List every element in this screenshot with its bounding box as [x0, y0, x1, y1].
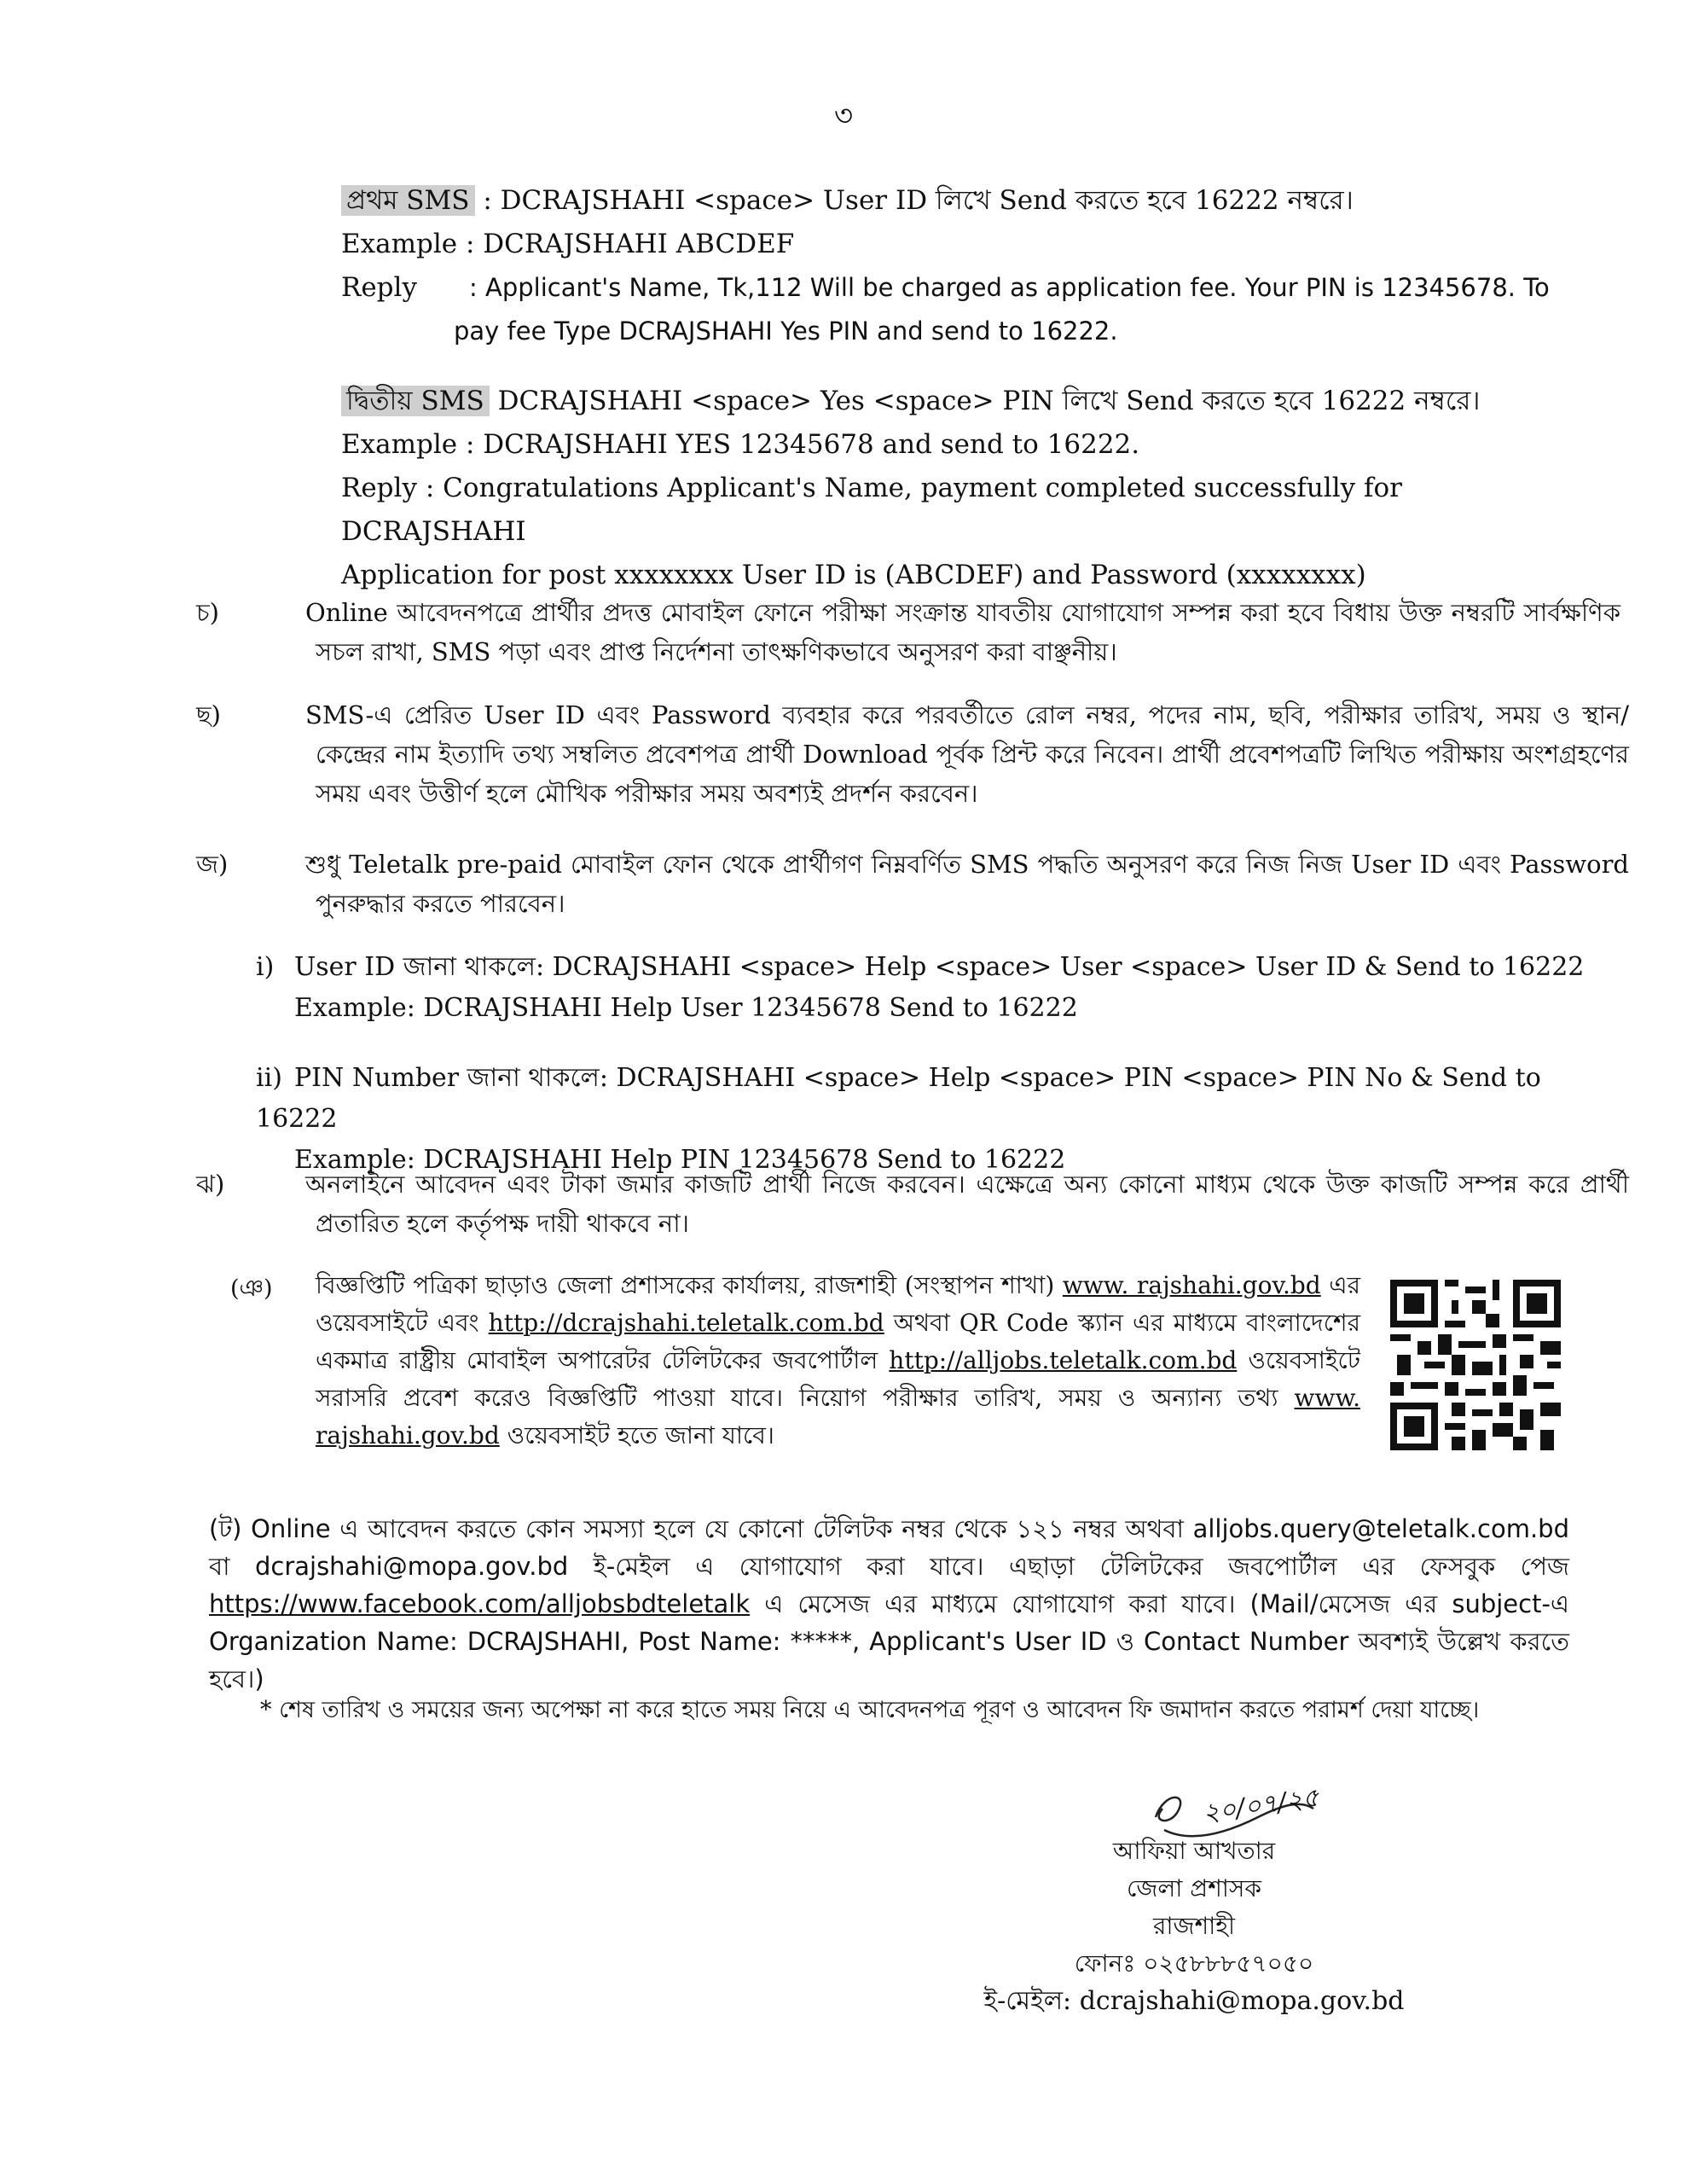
sms-2-label: দ্বিতীয় SMS	[341, 386, 490, 416]
sms-2-block	[341, 380, 1578, 597]
para-ja-marker: জ)	[196, 850, 229, 879]
para-ta-text-2: এ মেসেজ এর মাধ্যমে যোগাযোগ করা যাবে। (Mail/মেসেজ এর subject-এ Organization Name: DCRAJSHAHI, Post Name: *****, Applicant's User ID ও Contact Number অবশ্যই উল্লেখ করতে হবে।)	[209, 1589, 1569, 1693]
signature-date: ২০/০৭/২৫	[1201, 1782, 1321, 1829]
sms-1-block	[341, 179, 1578, 353]
para-nya-marker: (ঞ)	[230, 1275, 273, 1302]
para-jha-text: অনলাইনে আবেদন এবং টাকা জমার কাজটি প্রার্থী নিজে করবেন। এক্ষেত্রে অন্য কোনো মাধ্যম থেকে উক্ত কাজটি সম্পন্ন করে প্রার্থী প্রতারিত হলে কর্তৃপক্ষ দায়ী থাকবে না।	[305, 1170, 1629, 1238]
sms-1-instruction: : DCRAJSHAHI <space> User ID লিখে Send করতে হবে 16222 নম্বরে।	[474, 185, 1354, 216]
para-nya-text-1: বিজ্ঞপ্তিটি পত্রিকা ছাড়াও জেলা প্রশাসকের কার্যালয়, রাজশাহী (সংস্থাপন শাখা)	[316, 1271, 1063, 1299]
item-i-text-1: User ID জানা থাকলে: DCRAJSHAHI <space> Help <space> User <space> User ID & Send to 16222	[294, 952, 1585, 982]
sms-1-example	[341, 223, 1578, 266]
item-i-line-1	[256, 947, 1586, 988]
para-nya-link-rajshahi-2[interactable]: www. rajshahi.gov.bd	[316, 1384, 1360, 1449]
item-ii-line-1	[256, 1058, 1586, 1140]
page-number: ৩	[833, 99, 854, 133]
para-cha	[196, 593, 1620, 671]
sms-2-example-text: : DCRAJSHAHI YES 12345678 and send to 16222.	[457, 429, 1140, 460]
para-nya-text-4: ওয়েবসাইটে সরাসরি প্রবেশ করেও বিজ্ঞপ্তিটি পাওয়া যাবে। নিয়োগ পরীক্ষার তারিখ, সময় ও অন্যান্য তথ্য	[316, 1346, 1361, 1412]
para-jha-marker: ঝ)	[196, 1170, 225, 1199]
sms-1-example-text: : DCRAJSHAHI ABCDEF	[457, 229, 795, 259]
qr-code-icon[interactable]	[1390, 1280, 1561, 1450]
para-nya-link-rajshahi[interactable]: www. rajshahi.gov.bd	[1062, 1271, 1321, 1299]
para-nya-text-2: এর ওয়েবসাইটে এবং	[316, 1271, 1360, 1337]
advisory-note: * শেষ তারিখ ও সময়ের জন্য অপেক্ষা না করে হাতে সময় নিয়ে এ আবেদনপত্র পূরণ ও আবেদন ফি জমাদান করতে পরামর্শ দেয়া যাচ্ছে।	[260, 1697, 1480, 1723]
signatory-location: রাজশাহী	[1153, 1912, 1235, 1940]
sms-1-example-label: Example	[341, 229, 458, 259]
para-nya-text-3: অথবা QR Code স্ক্যান এর মাধ্যমে বাংলাদেশের একমাত্র রাষ্ট্রীয় মোবাইল অপারেটর টেলিটকের জবপোর্টাল	[316, 1309, 1360, 1374]
item-i-text-2: Example: DCRAJSHAHI Help User 12345678 Send to 16222	[294, 993, 1078, 1023]
para-ta-marker: (ট)	[209, 1514, 242, 1543]
sms-2-reply-text-1: : Congratulations Applicant's Name, payment completed successfully for DCRAJSHAHI	[341, 473, 1402, 547]
para-nya-link-alljobs[interactable]: http://alljobs.teletalk.com.bd	[889, 1346, 1238, 1374]
sms-1-reply-text-2: pay fee Type DCRAJSHAHI Yes PIN and send to 16222.	[454, 317, 1118, 346]
sms-1-reply-label: Reply	[341, 272, 417, 303]
sms-2-line	[341, 380, 1578, 423]
item-i	[256, 947, 1586, 1029]
item-ii-marker: ii)	[256, 1063, 282, 1093]
para-chha-marker: ছ)	[196, 700, 221, 729]
sms-2-example-label: Example	[341, 429, 458, 460]
signatory-designation: জেলা প্রশাসক	[1127, 1874, 1261, 1902]
sms-2-reply-label: Reply	[341, 473, 417, 503]
signature-block	[981, 1833, 1407, 2020]
para-cha-marker: চ)	[196, 598, 219, 627]
para-nya-link-dcrajshahi-teletalk[interactable]: http://dcrajshahi.teletalk.com.bd	[488, 1309, 884, 1337]
sms-1-reply-text-1: : Applicant's Name, Tk,112 Will be charged as application fee. Your PIN is 12345678. To	[469, 273, 1550, 302]
sms-1-line	[341, 179, 1578, 223]
para-nya-text	[316, 1267, 1360, 1455]
item-ii-text-1: PIN Number জানা থাকলে: DCRAJSHAHI <space> Help <space> PIN <space> PIN No & Send to 16222	[256, 1063, 1541, 1134]
sms-1-reply	[341, 266, 1578, 310]
para-ta-link-facebook[interactable]: https://www.facebook.com/alljobsbdteletalk	[209, 1589, 751, 1618]
para-ta-text-1: Online এ আবেদন করতে কোন সমস্যা হলে যে কোনো টেলিটক নম্বর থেকে ১২১ নম্বর অথবা alljobs.query@teletalk.com.bd বা dcrajshahi@mopa.gov.bd ই-মেইল এ যোগাযোগ করা যাবে। এছাড়া টেলিটকের জবপোর্টাল এর ফেসবুক পেজ	[209, 1514, 1569, 1581]
item-ii	[256, 1058, 1586, 1181]
sms-1-label: প্রথম SMS	[341, 185, 475, 216]
signatory-email: ই-মেইল: dcrajshahi@mopa.gov.bd	[983, 1986, 1405, 2016]
para-chha	[196, 695, 1629, 813]
para-chha-text: SMS-এ প্রেরিত User ID এবং Password ব্যবহার করে পরবর্তীতে রোল নম্বর, পদের নাম, ছবি, পরীক্ষার তারিখ, সময় ও স্থান/কেন্দ্রের নাম ইত্যাদি তথ্য সম্বলিত প্রবেশপত্র প্রার্থী Download পূর্বক প্রিন্ট করে নিবেন। প্রার্থী প্রবেশপত্রটি লিখিত পরীক্ষায় অংশগ্রহণের সময় এবং উত্তীর্ণ হলে মৌখিক পরীক্ষার সময় অবশ্যই প্রদর্শন করবেন।	[305, 700, 1629, 808]
item-i-marker: i)	[256, 952, 275, 982]
sms-2-reply	[341, 467, 1578, 554]
sms-2-instruction: DCRAJSHAHI <space> Yes <space> PIN লিখে Send করতে হবে 16222 নম্বরে।	[489, 386, 1481, 416]
para-ja	[196, 845, 1629, 923]
item-ii-text-2: Example: DCRAJSHAHI Help PIN 12345678 Send to 16222	[294, 1145, 1066, 1175]
sms-2-reply-text-2: Application for post xxxxxxxx User ID is (ABCDEF) and Password (xxxxxxxx)	[341, 560, 1366, 590]
sms-2-example	[341, 423, 1578, 467]
para-jha	[196, 1165, 1629, 1243]
para-ja-text: শুধু Teletalk pre-paid মোবাইল ফোন থেকে প্রার্থীগণ নিম্নবর্ণিত SMS পদ্ধতি অনুসরণ করে নিজ নিজ User ID এবং Password পুনরুদ্ধার করতে পারবেন।	[305, 850, 1629, 918]
signatory-phone: ফোনঃ ০২৫৮৮৮৫৭০৫০	[1074, 1949, 1314, 1978]
para-cha-text: Online আবেদনপত্রে প্রার্থীর প্রদত্ত মোবাইল ফোনে পরীক্ষা সংক্রান্ত যাবতীয় যোগাযোগ সম্পন্ন করা হবে বিধায় উক্ত নম্বরটি সার্বক্ষণিক সচল রাখা, SMS পড়া এবং প্রাপ্ত নির্দেশনা তাৎক্ষণিকভাবে অনুসরণ করা বাঞ্ছনীয়।	[305, 598, 1620, 666]
para-ta	[209, 1510, 1569, 1698]
para-nya-text-5: ওয়েবসাইট হতে জানা যাবে।	[499, 1421, 774, 1449]
signatory-name: আফিয়া আখতার	[1112, 1837, 1276, 1865]
